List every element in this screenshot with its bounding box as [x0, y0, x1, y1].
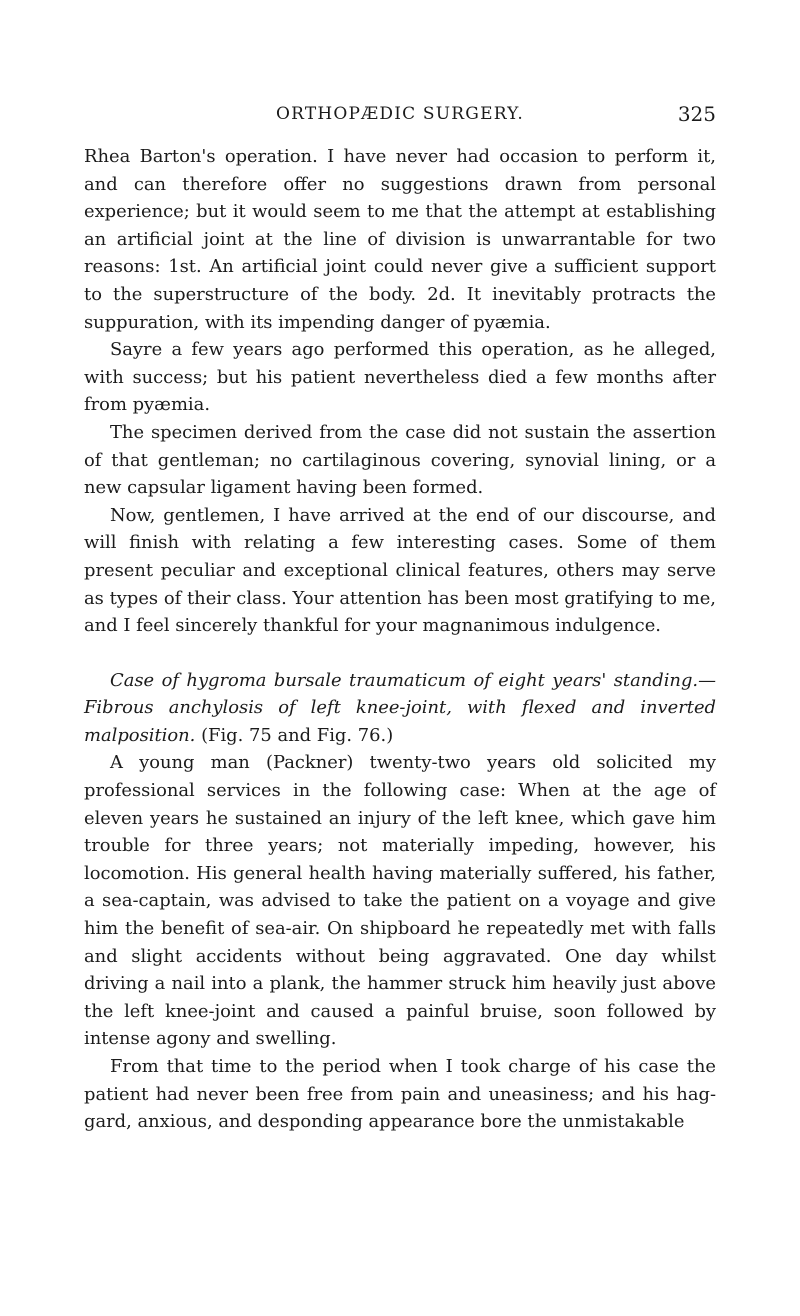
- paragraph: A young man (Packner) twenty-two years old solicited my professional services in the following case: When at the age of eleven years he sustained an injury of the left knee, which gave him trouble for three years; not materially impeding, however, his locomotion. His general health having materially suffered, his father, a sea-captain, was advised to take the patient on a voyage and give him the benefit of sea-air. On shipboard he repeatedly met with falls and slight accidents without being aggravated. One day whilst driving a nail into a plank, the hammer struck him heavily just above the left knee-joint and caused a painful bruise, soon followed by intense agony and swelling.: [84, 752, 716, 1050]
- paragraph: The specimen derived from the case did not sustain the assertion of that gentleman; no cartilaginous covering, synovial lining, or a new capsular ligament having been formed.: [84, 421, 716, 499]
- running-header: [84, 100, 716, 134]
- paragraph: Sayre a few years ago performed this operation, as he alleged, with success; but his patient nevertheless died a few months after from pyæmia.: [84, 339, 716, 416]
- paragraph: Rhea Barton's operation. I have never had occasion to perform it, and can therefore offer no suggestions drawn from personal experience; but it would seem to me that the attempt at establishing an artificial joint at the line of division is unwarrantable for two reasons: 1st. An artificial joint could never give a sufficient support to the superstructure of the body. 2d. It inevitably protracts the suppuration, with its impending danger of pyæmia.: [84, 146, 716, 333]
- paragraph: From that time to the period when I took charge of his case the patient had never been free from pain and uneasiness; and his haggard, anxious, and desponding appearance bore the unmistakable: [84, 1056, 716, 1133]
- case-figure-reference: (Fig. 75 and Fig. 76.): [201, 724, 394, 746]
- paragraph: Now, gentlemen, I have arrived at the end of our discourse, and will finish with relating a few interesting cases. Some of them present peculiar and exceptional clinical features, others may serve as types of their class. Your attention has been most gratifying to me, and I feel sincerely thankful for your magnanimous indulgence.: [84, 504, 716, 637]
- case-heading: [84, 667, 716, 750]
- body-text: [84, 143, 716, 1136]
- case-title: Case of hygroma bursale traumaticum of eight years' standing.— Fibrous anchylosis of left knee-joint, with flexed and inverted malposition.: [84, 669, 716, 746]
- page-number: 325: [677, 102, 716, 126]
- running-title: ORTHOPÆDIC SURGERY.: [275, 104, 525, 124]
